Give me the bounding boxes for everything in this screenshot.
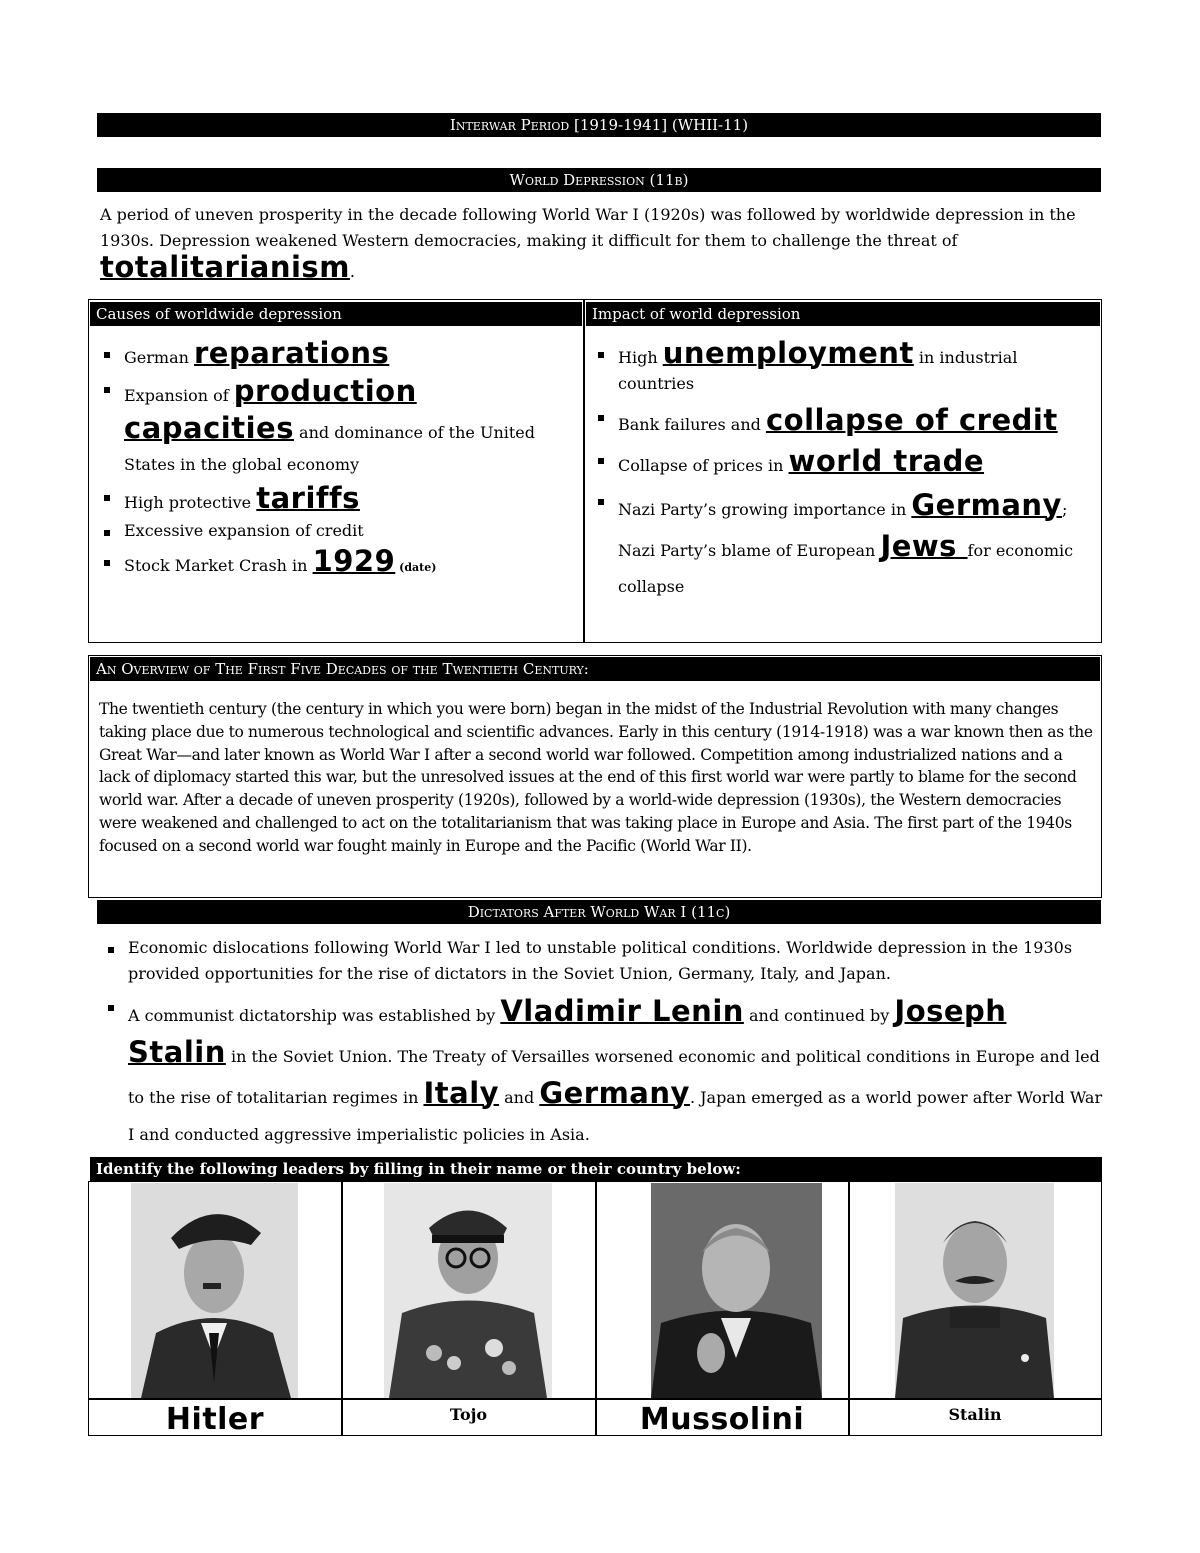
answer-production-capacities: production capacities bbox=[124, 374, 417, 445]
impact-text: Nazi Party’s growing importance in bbox=[618, 500, 912, 519]
answer-reparations: reparations bbox=[194, 336, 390, 370]
impact-text: Bank failures and bbox=[618, 415, 766, 434]
intro-paragraph bbox=[100, 202, 1100, 285]
cause-text: German bbox=[124, 348, 194, 367]
portrait-mussolini bbox=[651, 1183, 822, 1398]
cause-text: Excessive expansion of credit bbox=[124, 521, 364, 540]
impact-text: High bbox=[618, 348, 663, 367]
portrait-hitler-image bbox=[131, 1183, 298, 1398]
impact-item-unemployment bbox=[594, 336, 1090, 397]
dictator-text: . Japan emerged as a world power after World War I and conducted aggressive imperialistic policies in Asia. bbox=[128, 1088, 1103, 1144]
cause-item-crash bbox=[100, 544, 578, 581]
dictator-text: in the Soviet Union. The Treaty of Versailles worsened economic and political conditions in Europe and led to the rise of totalitarian regimes in bbox=[128, 1047, 1100, 1107]
answer-world-trade: world trade bbox=[788, 444, 985, 478]
overview-heading: An Overview of The First Five Decades of the Twentieth Century: bbox=[90, 657, 1100, 681]
portrait-hitler bbox=[131, 1183, 298, 1398]
cause-date-note: (date) bbox=[395, 561, 437, 574]
cause-item-production bbox=[100, 375, 578, 481]
portrait-mussolini-image bbox=[651, 1183, 822, 1398]
dictator-text: and bbox=[499, 1088, 540, 1107]
answer-joseph-stalin: Joseph Stalin bbox=[128, 994, 1007, 1069]
leader-name-tojo: Tojo bbox=[449, 1405, 488, 1424]
cause-item-tariffs bbox=[100, 483, 578, 518]
cause-text: and dominance of the United States in the global economy bbox=[124, 423, 536, 474]
answer-germany-dictators: Germany bbox=[539, 1076, 690, 1110]
impact-list bbox=[594, 336, 1090, 605]
impact-item-bank bbox=[594, 403, 1090, 442]
leader-name-stalin: Stalin bbox=[948, 1405, 1002, 1424]
answer-totalitarianism: totalitarianism bbox=[100, 250, 350, 284]
dictator-bullet-economic: Economic dislocations following World War I led to unstable political conditions. Worldwide depression in the 1930s provided opportunities for the rise of dictators in the Soviet Union, Germany, Italy, and Japan. bbox=[104, 935, 1104, 987]
answer-jews: Jews bbox=[880, 529, 968, 563]
answer-italy: Italy bbox=[423, 1076, 500, 1110]
impact-text: ; Nazi Party’s blame of European bbox=[618, 500, 1068, 560]
dictator-bullet-communist bbox=[104, 993, 1104, 1153]
leaders-col-divider-2 bbox=[595, 1181, 597, 1436]
impact-item-nazi bbox=[594, 487, 1090, 605]
impact-text: Collapse of prices in bbox=[618, 456, 789, 475]
portrait-tojo bbox=[384, 1183, 552, 1398]
answer-tariffs: tariffs bbox=[256, 481, 360, 515]
impact-text: in industrial countries bbox=[618, 348, 1018, 393]
answer-unemployment: unemployment bbox=[662, 336, 914, 370]
answer-germany: Germany bbox=[911, 488, 1062, 522]
table-divider bbox=[583, 300, 585, 642]
section-title-world-depression: World Depression (11b) bbox=[97, 168, 1101, 192]
impact-text: for economic collapse bbox=[618, 541, 1074, 596]
cause-text: High protective bbox=[124, 493, 257, 512]
dictator-text: A communist dictatorship was established by bbox=[128, 1006, 501, 1025]
leader-name-hitler: Hitler bbox=[165, 1402, 265, 1437]
cause-text: Stock Market Crash in bbox=[124, 556, 313, 575]
leader-name-mussolini: Mussolini bbox=[639, 1402, 805, 1437]
answer-vladimir-lenin: Vladimir Lenin bbox=[500, 994, 744, 1028]
leaders-heading: Identify the following leaders by filling in their name or their country below: bbox=[90, 1157, 1102, 1181]
intro-period: . bbox=[349, 262, 356, 281]
intro-text: A period of uneven prosperity in the decade following World War I (1920s) was followed by worldwide depression in the 1930s. Depression weakened Western democracies, making it difficult for them to challenge the threat of bbox=[100, 205, 1076, 250]
causes-heading: Causes of worldwide depression bbox=[90, 302, 582, 326]
portrait-stalin bbox=[895, 1183, 1054, 1398]
causes-list bbox=[100, 336, 578, 581]
dictators-list bbox=[104, 935, 1104, 1153]
overview-text: The twentieth century (the century in which you were born) began in the midst of the Industrial Revolution with many changes taking place due to numerous technological and scientific advances. Early in this century (1914-1918) was a war known then as the Great War—and later known as World War I after a second world war followed. Competition among industrialized nations and a lack of diplomacy started this war, but the unresolved issues at the end of this first world war were partly to blame for the second world war. After a decade of uneven prosperity (1920s), followed by a world-wide depression (1930s), the Western democracies were weakened and challenged to act on the totalitarianism that was taking place in Europe and Asia. The first part of the 1940s focused on a second world war fought mainly in Europe and the Pacific (World War II). bbox=[99, 700, 1093, 855]
cause-item-reparations bbox=[100, 336, 578, 371]
cause-item-credit bbox=[100, 518, 578, 544]
leaders-col-divider-1 bbox=[341, 1181, 343, 1436]
answer-collapse-of-credit: collapse of credit bbox=[765, 403, 1058, 437]
cause-text: Expansion of bbox=[124, 386, 234, 405]
leaders-col-divider-3 bbox=[848, 1181, 850, 1436]
impact-item-trade bbox=[594, 446, 1090, 481]
portrait-tojo-image bbox=[384, 1183, 552, 1398]
dictators-heading: Dictators After World War I (11c) bbox=[97, 900, 1101, 924]
portrait-stalin-image bbox=[895, 1183, 1054, 1398]
answer-1929: 1929 bbox=[312, 544, 396, 578]
dictator-text: and continued by bbox=[743, 1006, 895, 1025]
impact-heading: Impact of world depression bbox=[586, 302, 1100, 326]
page-title: Interwar Period [1919-1941] (WHII-11) bbox=[97, 113, 1101, 137]
